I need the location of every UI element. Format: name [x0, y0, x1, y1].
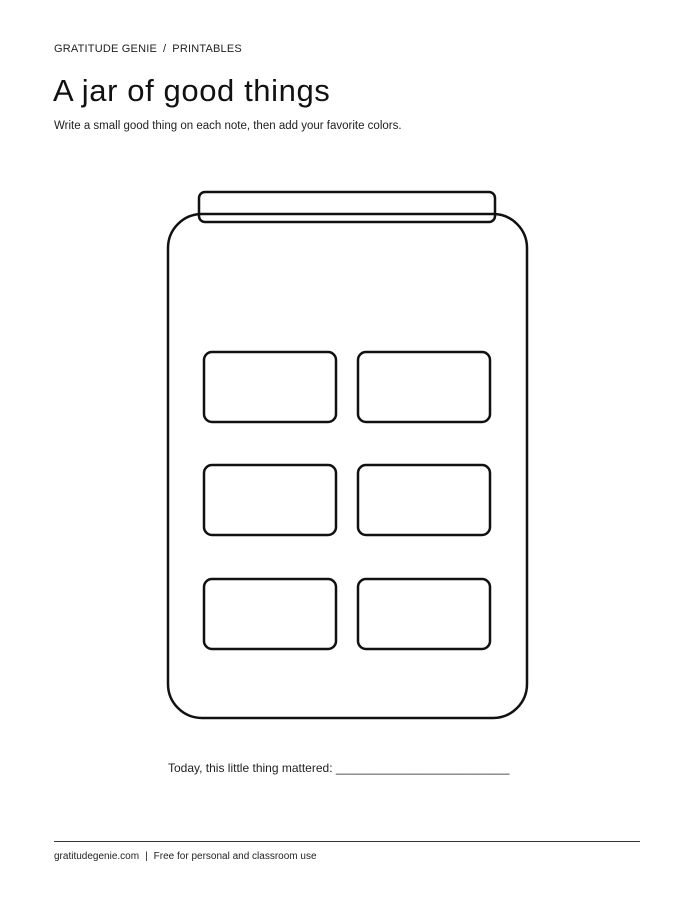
jar-lid	[199, 192, 495, 222]
breadcrumb-brand: GRATITUDE GENIE	[54, 43, 158, 55]
note-box-6[interactable]	[358, 579, 490, 649]
footer-site-link[interactable]: gratitudegenie.com	[54, 851, 140, 862]
page-subtitle: Write a small good thing on each note, then add your favorite colors.	[54, 120, 402, 132]
footer-separator: |	[145, 851, 148, 862]
note-box-4[interactable]	[358, 465, 490, 535]
footer	[54, 851, 317, 862]
footer-license: Free for personal and classroom use	[153, 851, 317, 862]
breadcrumb-section: PRINTABLES	[172, 43, 242, 55]
note-box-3[interactable]	[204, 465, 336, 535]
reflection-prompt-label: Today, this little thing mattered:	[168, 761, 333, 775]
footer-divider	[54, 841, 640, 842]
breadcrumb-separator: /	[163, 43, 167, 55]
note-box-2[interactable]	[358, 352, 490, 422]
page-title: A jar of good things	[53, 73, 331, 108]
reflection-prompt	[168, 761, 509, 775]
note-box-5[interactable]	[204, 579, 336, 649]
note-box-1[interactable]	[204, 352, 336, 422]
reflection-write-line[interactable]: __________________________	[335, 761, 510, 775]
